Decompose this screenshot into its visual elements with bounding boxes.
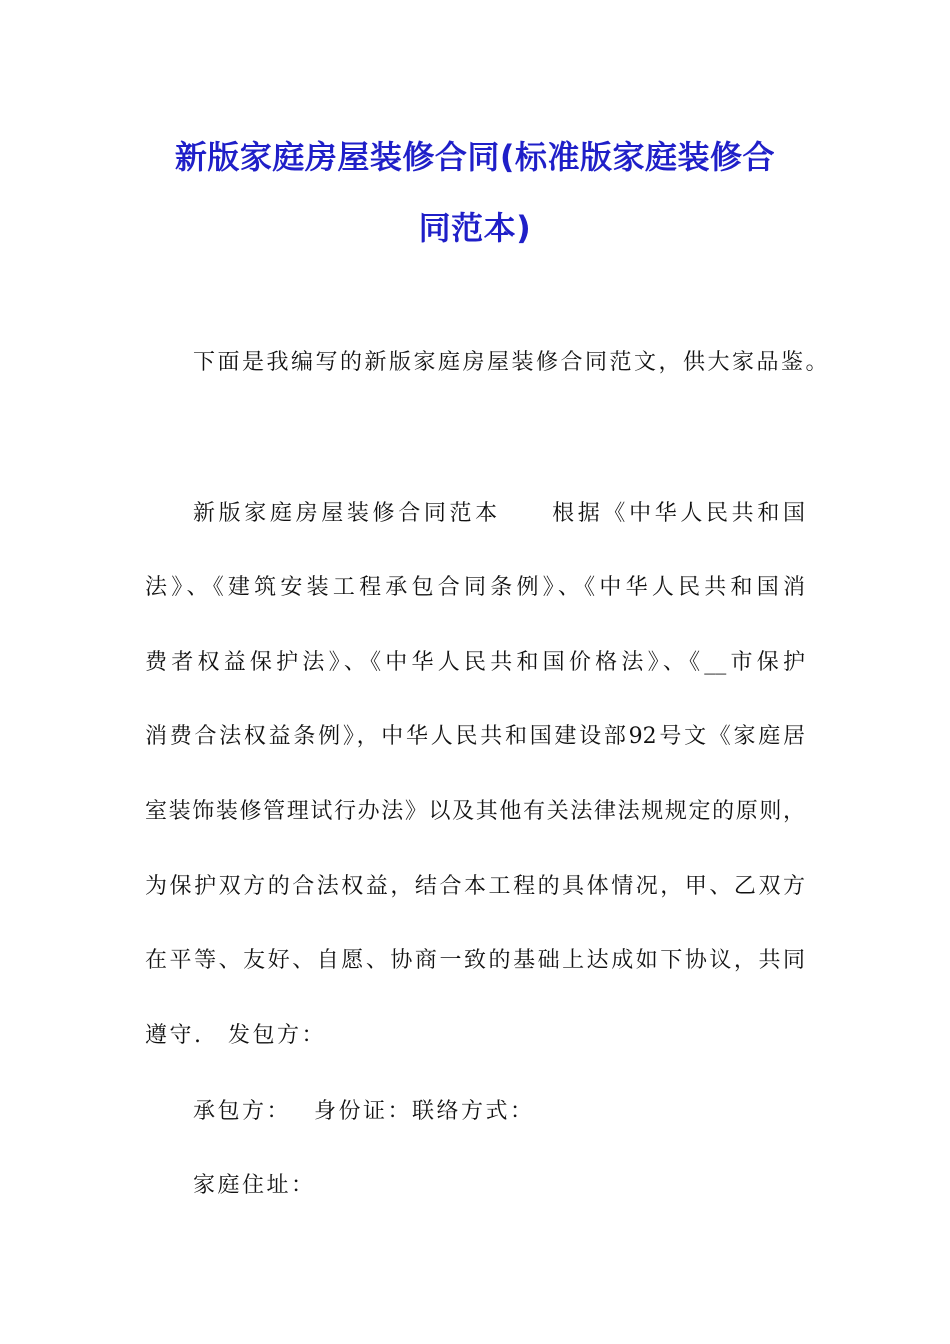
document-title-line-1: 新版家庭房屋装修合同(标准版家庭装修合 — [174, 138, 776, 176]
body-line: 为保护双方的合法权益，结合本工程的具体情况，甲、乙双方 — [145, 874, 805, 899]
body-line: 费者权益保护法》、《中华人民共和国价格法》、《__市保护 — [145, 650, 805, 675]
intro-paragraph: 下面是我编写的新版家庭房屋装修合同范文，供大家品鉴。 — [193, 350, 831, 375]
document-title-line-2: 同范本) — [418, 209, 532, 247]
body-line: 法》、《建筑安装工程承包合同条例》、《中华人民共和国消 — [145, 575, 805, 600]
body-line: 在平等、友好、自愿、协商一致的基础上达成如下协议，共同 — [145, 948, 805, 973]
contractor-line: 承包方： 身份证：联络方式： — [193, 1099, 535, 1124]
body-line: 消费合法权益条例》，中华人民共和国建设部92号文《家庭居 — [145, 724, 805, 749]
address-line: 家庭住址： — [193, 1173, 316, 1198]
body-line: 遵守. 发包方： — [145, 1023, 326, 1048]
body-line: 室装饰装修管理试行办法》以及其他有关法律法规规定的原则， — [145, 799, 805, 824]
body-line: 新版家庭房屋装修合同范本 根据《中华人民共和国 — [193, 501, 805, 526]
